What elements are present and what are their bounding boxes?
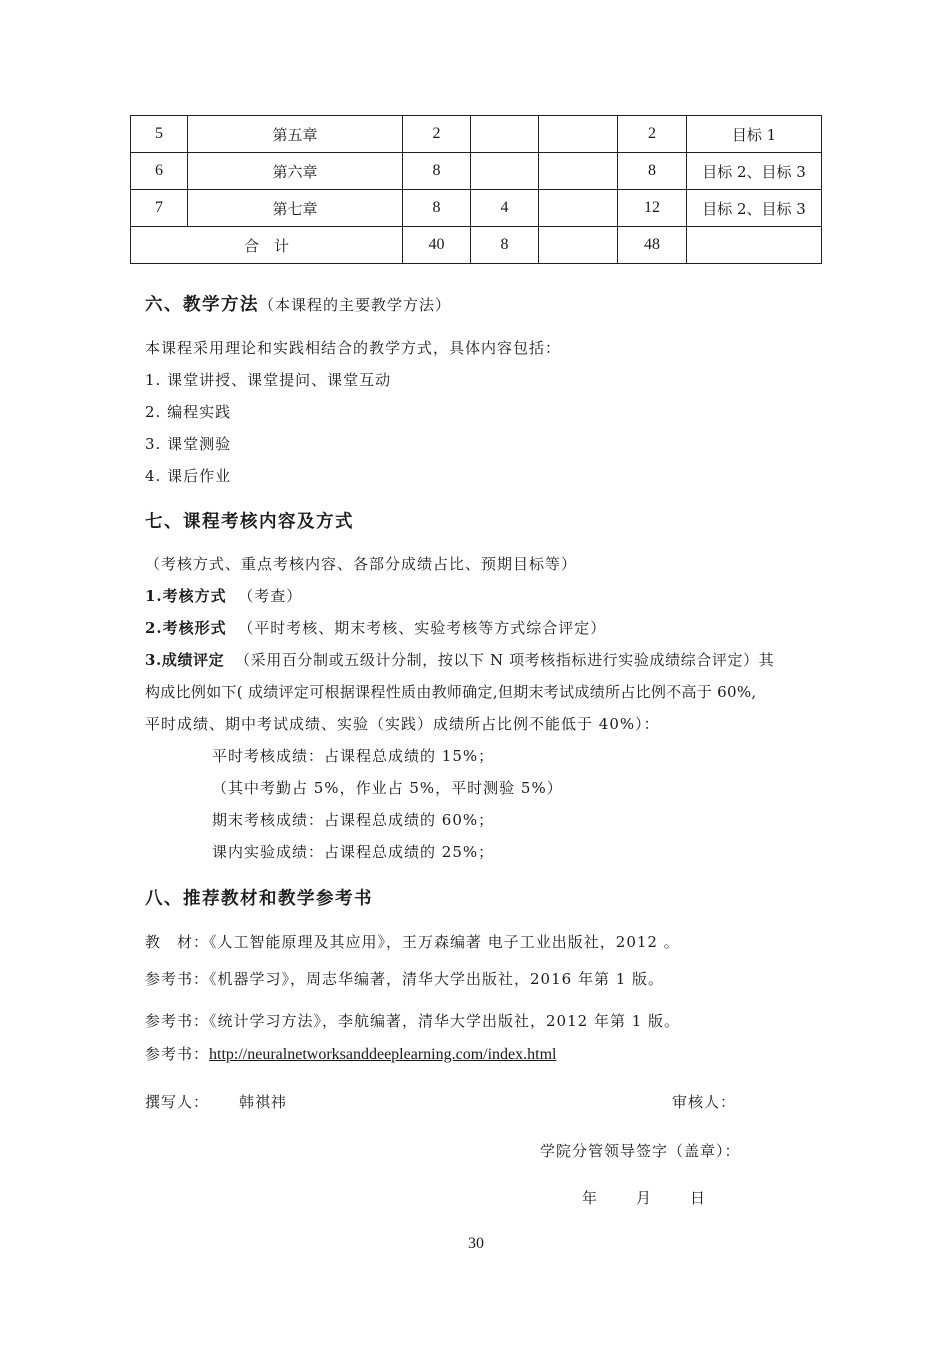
- total-label-cell: 合 计: [131, 227, 403, 264]
- goal-cell: 目标 1: [687, 116, 822, 153]
- table-total-row: [131, 227, 822, 264]
- section-6-intro: 本课程采用理论和实践相结合的教学方式，具体内容包括：: [145, 339, 562, 357]
- goal-cell: 目标 2、目标 3: [687, 153, 822, 190]
- grading-line-3: 平时成绩、期中考试成绩、实验（实践）成绩所占比例不能低于 40%）：: [145, 715, 660, 733]
- reference-entry: 参考书：《机器学习》，周志华编著，清华大学出版社，2016 年第 1 版。: [145, 970, 665, 988]
- grade-breakdown-item: （其中考勤占 5%，作业占 5%，平时测验 5%）: [212, 779, 563, 797]
- total-hours-cell: 8: [618, 153, 687, 190]
- method-item: 4. 课后作业: [145, 467, 232, 485]
- lab-hours-cell: [471, 153, 539, 190]
- other-hours-cell: [539, 153, 618, 190]
- total-hours-cell: 12: [618, 190, 687, 227]
- other-hours-total: [539, 227, 618, 264]
- lecture-hours-cell: 8: [403, 190, 471, 227]
- other-hours-cell: [539, 116, 618, 153]
- author-name: 韩祺祎: [239, 1093, 288, 1111]
- section-6-title: 六、教学方法: [145, 295, 259, 315]
- section-6-subtitle: （本课程的主要教学方法）: [259, 296, 452, 314]
- grade-breakdown-item: 期末考核成绩：占课程总成绩的 60%；: [212, 811, 495, 829]
- grading-label: 3.成绩评定: [145, 651, 225, 669]
- table-row: [131, 153, 822, 190]
- chapter-cell: 第五章: [188, 116, 403, 153]
- section-6-heading: [145, 291, 451, 316]
- grading-line-2: 构成比例如下( 成绩评定可根据课程性质由教师确定,但期末考试成绩所占比例不高于 60%,: [145, 683, 757, 701]
- method-item: 1. 课堂讲授、课堂提问、课堂互动: [145, 371, 392, 389]
- assessment-method: [145, 585, 302, 606]
- author-signature: [145, 1091, 287, 1112]
- page-number: 30: [468, 1235, 484, 1252]
- date-line: 年 月 日: [582, 1189, 709, 1207]
- section-7-title: 七、课程考核内容及方式: [145, 512, 354, 532]
- grading-line-1: （采用百分制或五级计分制，按以下 N 项考核指标进行实验成绩综合评定）其: [235, 651, 775, 669]
- other-hours-cell: [539, 190, 618, 227]
- section-8-title: 八、推荐教材和教学参考书: [145, 889, 373, 909]
- reference-link[interactable]: http://neuralnetworksanddeeplearning.com/index.html: [209, 1046, 557, 1063]
- lecture-hours-cell: 8: [403, 153, 471, 190]
- assessment-form-text: （平时考核、期末考核、实验考核等方式综合评定）: [238, 619, 607, 637]
- assessment-method-label: 1.考核方式: [145, 587, 227, 605]
- method-item: 3. 课堂测验: [145, 435, 232, 453]
- author-label: 撰写人：: [145, 1093, 210, 1111]
- lecture-hours-cell: 2: [403, 116, 471, 153]
- section-7-note: （考核方式、重点考核内容、各部分成绩占比、预期目标等）: [145, 555, 578, 573]
- table-row: [131, 116, 822, 153]
- lab-hours-cell: 4: [471, 190, 539, 227]
- row-number: 6: [131, 153, 188, 190]
- goal-cell: 目标 2、目标 3: [687, 190, 822, 227]
- row-number: 7: [131, 190, 188, 227]
- reference-entry: [145, 1043, 556, 1064]
- course-hours-table: [130, 115, 822, 264]
- grading: [145, 649, 774, 670]
- lab-hours-cell: [471, 116, 539, 153]
- table-row: [131, 190, 822, 227]
- assessment-method-text: （考查）: [238, 587, 303, 605]
- row-number: 5: [131, 116, 188, 153]
- assessment-form: [145, 617, 606, 638]
- reference-entry: 参考书：《统计学习方法》，李航编著，清华大学出版社，2012 年第 1 版。: [145, 1012, 681, 1030]
- textbook-entry: 教 材：《人工智能原理及其应用》，王万森编著 电子工业出版社，2012 。: [145, 933, 680, 951]
- reviewer-label: 审核人：: [672, 1093, 737, 1111]
- lab-hours-total: 8: [471, 227, 539, 264]
- total-hours-cell: 2: [618, 116, 687, 153]
- lecture-hours-total: 40: [403, 227, 471, 264]
- chapter-cell: 第七章: [188, 190, 403, 227]
- method-item: 2. 编程实践: [145, 403, 232, 421]
- grade-breakdown-item: 课内实验成绩：占课程总成绩的 25%；: [212, 843, 495, 861]
- leader-signature-label: 学院分管领导签字（盖章）：: [540, 1142, 741, 1160]
- reference-label: 参考书：: [145, 1045, 210, 1063]
- goal-total-cell: [687, 227, 822, 264]
- grand-total-cell: 48: [618, 227, 687, 264]
- assessment-form-label: 2.考核形式: [145, 619, 227, 637]
- grade-breakdown-item: 平时考核成绩：占课程总成绩的 15%；: [212, 747, 495, 765]
- chapter-cell: 第六章: [188, 153, 403, 190]
